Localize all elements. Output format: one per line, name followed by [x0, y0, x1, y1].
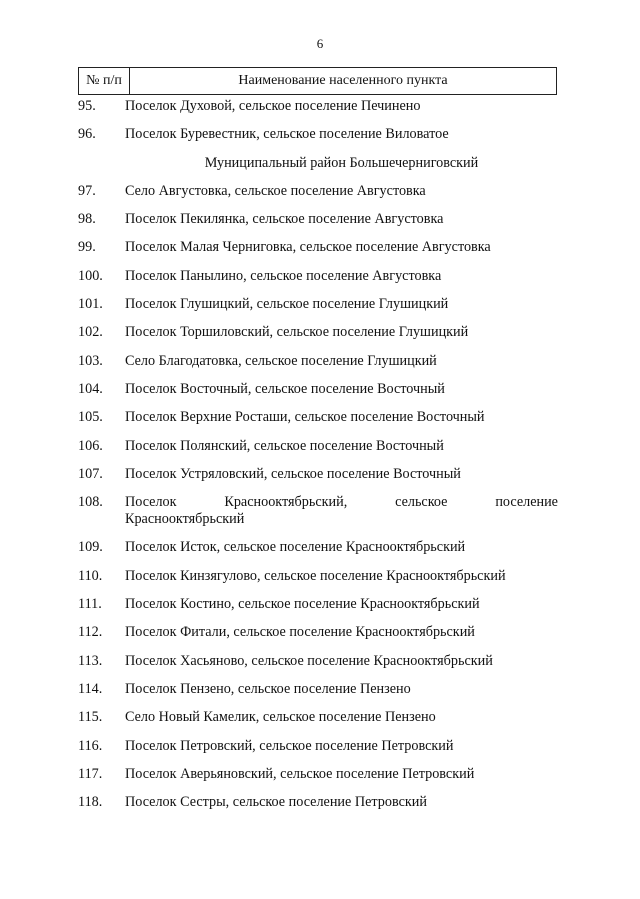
section-heading	[78, 155, 558, 172]
row-number: 117.	[78, 765, 103, 782]
row-number: 114.	[78, 680, 103, 697]
row-name: Село Августовка, сельское поселение Августовка	[125, 182, 426, 199]
table-row	[78, 268, 558, 285]
row-number: 116.	[78, 737, 103, 754]
table-row	[78, 494, 558, 528]
row-name-word: сельское	[395, 494, 448, 511]
row-number: 102.	[78, 324, 103, 341]
row-number: 118.	[78, 794, 103, 811]
row-name: Поселок Исток, сельское поселение Краснооктябрьский	[125, 539, 466, 556]
row-number: 95.	[78, 98, 96, 114]
row-name: Село Новый Камелик, сельское поселение Пензено	[125, 709, 436, 726]
table-row	[78, 438, 558, 455]
row-number: 108.	[78, 494, 103, 511]
table-row	[78, 624, 558, 641]
table-row	[78, 381, 558, 398]
row-name-word: поселение	[495, 494, 558, 511]
row-number: 104.	[78, 380, 103, 397]
table-row	[78, 126, 558, 143]
row-name: Поселок Костино, сельское поселение Краснооктябрьский	[125, 596, 480, 613]
row-name: Поселок Сестры, сельское поселение Петровский	[125, 794, 427, 811]
row-name: Поселок Кинзягулово, сельское поселение Краснооктябрьский	[125, 567, 506, 584]
row-name	[125, 494, 558, 528]
table-row	[78, 653, 558, 670]
row-name: Поселок Полянский, сельское поселение Восточный	[125, 437, 444, 454]
table-row	[78, 353, 558, 370]
table-row	[78, 766, 558, 783]
page-number: 6	[316, 36, 324, 51]
row-name: Поселок Малая Черниговка, сельское поселение Августовка	[125, 239, 491, 256]
row-number: 112.	[78, 624, 103, 641]
row-name: Поселок Глушицкий, сельское поселение Глушицкий	[125, 296, 449, 313]
table-row	[78, 409, 558, 426]
row-number: 111.	[78, 596, 102, 613]
row-name: Поселок Петровский, сельское поселение Петровский	[125, 737, 454, 754]
table-header	[78, 67, 557, 95]
table-row	[78, 324, 558, 341]
row-number: 100.	[78, 267, 103, 284]
table-row	[78, 539, 558, 556]
row-name-line-1	[125, 494, 558, 511]
row-number: 109.	[78, 539, 103, 556]
row-name-line-2: Краснооктябрьский	[125, 511, 245, 528]
header-number: № п/п	[79, 68, 130, 94]
settlement-list	[78, 98, 558, 822]
header-name: Наименование населенного пункта	[238, 73, 448, 88]
table-row	[78, 239, 558, 256]
row-name: Поселок Пекилянка, сельское поселение Августовка	[125, 211, 444, 228]
row-number: 97.	[78, 182, 96, 199]
row-number: 106.	[78, 437, 103, 454]
row-name: Поселок Панылино, сельское поселение Августовка	[125, 267, 442, 284]
row-name: Муниципальный район Большечерниговский	[204, 154, 479, 171]
row-number: 110.	[78, 567, 103, 584]
row-number: 101.	[78, 296, 103, 313]
row-name: Поселок Восточный, сельское поселение Восточный	[125, 380, 445, 397]
row-name: Поселок Духовой, сельское поселение Печинено	[125, 98, 421, 114]
row-name: Поселок Аверьяновский, сельское поселение Петровский	[125, 765, 475, 782]
table-row	[78, 681, 558, 698]
table-row	[78, 183, 558, 200]
row-number: 105.	[78, 409, 103, 426]
table-row	[78, 466, 558, 483]
row-name: Поселок Буревестник, сельское поселение Виловатое	[125, 126, 449, 143]
row-number: 103.	[78, 352, 103, 369]
table-row	[78, 709, 558, 726]
table-row	[78, 98, 558, 115]
row-number	[78, 155, 125, 172]
row-name: Поселок Фитали, сельское поселение Краснооктябрьский	[125, 624, 475, 641]
row-number: 115.	[78, 709, 103, 726]
table-row	[78, 738, 558, 755]
row-name: Село Благодатовка, сельское поселение Глушицкий	[125, 352, 437, 369]
row-name: Поселок Устряловский, сельское поселение Восточный	[125, 465, 461, 482]
row-name: Поселок Торшиловский, сельское поселение Глушицкий	[125, 324, 469, 341]
row-number: 107.	[78, 465, 103, 482]
row-number: 98.	[78, 211, 96, 228]
table-row	[78, 211, 558, 228]
table-row	[78, 596, 558, 613]
row-name: Поселок Верхние Росташи, сельское поселение Восточный	[125, 409, 485, 426]
row-number: 96.	[78, 126, 96, 143]
table-row	[78, 568, 558, 585]
table-row	[78, 794, 558, 811]
row-name: Поселок Хасьяново, сельское поселение Краснооктябрьский	[125, 652, 493, 669]
row-name: Поселок Пензено, сельское поселение Пензено	[125, 680, 411, 697]
row-name-word: Поселок	[125, 494, 177, 511]
row-name-word: Краснооктябрьский,	[224, 494, 348, 511]
row-number: 113.	[78, 652, 103, 669]
table-row	[78, 296, 558, 313]
row-number: 99.	[78, 239, 96, 256]
